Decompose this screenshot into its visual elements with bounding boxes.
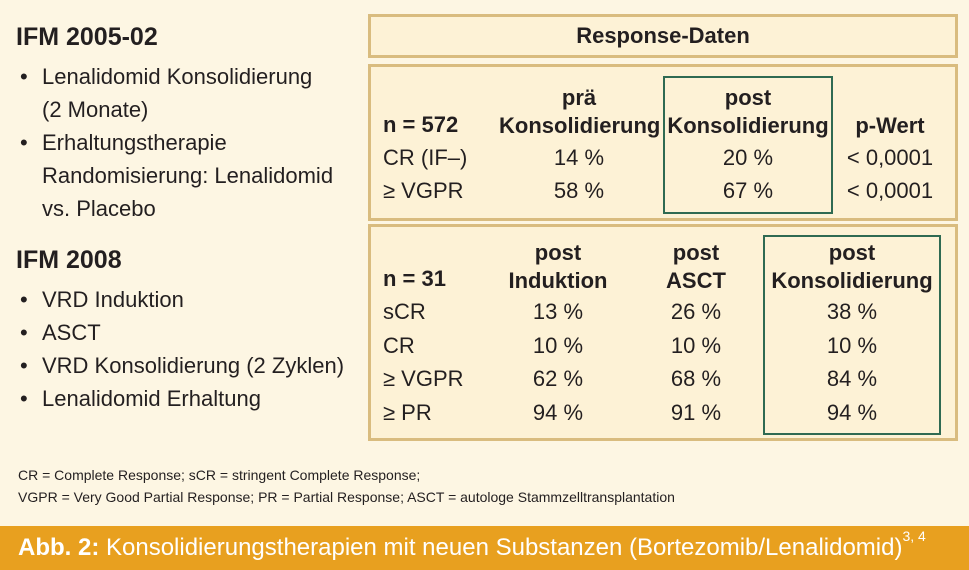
table-cell: 13 %	[532, 299, 584, 324]
response-table-ifm-2005-02	[368, 64, 958, 221]
table-cell: < 0,0001	[846, 145, 934, 170]
bullet-text: (2 Monate)	[42, 97, 149, 122]
bullet-item: • VRD Konsolidierung (2 Zyklen)	[16, 349, 366, 382]
table-title-text: Response-Daten	[576, 23, 750, 48]
study-list	[16, 22, 366, 415]
table-cell: 10 %	[670, 333, 722, 358]
column-header: p-Wert	[855, 113, 925, 138]
study-1-bullets	[16, 60, 366, 225]
table-cell: 68 %	[670, 366, 722, 391]
figure-references: 3, 4	[902, 528, 926, 544]
row-label: ≥ PR	[383, 400, 432, 425]
row-label: ≥ VGPR	[383, 178, 464, 203]
figure-caption-text: Konsolidierungstherapien mit neuen Substanzen (Bortezomib/Lenalidomid)	[99, 534, 903, 561]
table-cell: 20 %	[722, 145, 774, 170]
table-cell: 84 %	[826, 366, 878, 391]
table-cell: 10 %	[826, 333, 878, 358]
column-header: prä Konsolidierung	[499, 85, 661, 138]
table-cell: 91 %	[670, 400, 722, 425]
bullet-item: • VRD Induktion	[16, 283, 366, 316]
bullet-item: • Lenalidomid Erhaltung	[16, 382, 366, 415]
column-header: post Konsolidierung	[667, 85, 829, 138]
bullet-text: Randomisierung: Lenalidomid	[42, 163, 334, 188]
footnote: CR = Complete Response; sCR = stringent Complete Response;	[18, 467, 421, 483]
row-label: ≥ VGPR	[383, 366, 464, 391]
table-cell: < 0,0001	[846, 178, 934, 203]
figure-caption	[0, 526, 969, 570]
sample-size: n = 31	[383, 266, 446, 291]
footnote: VGPR = Very Good Partial Response; PR = Partial Response; ASCT = autologe Stammzelltransplantation	[18, 489, 675, 505]
bullet-item	[16, 60, 366, 126]
table-cell: 62 %	[532, 366, 584, 391]
column-header: post ASCT	[666, 240, 726, 293]
study-title-ifm-2005-02: IFM 2005-02	[16, 23, 158, 51]
row-label: sCR	[383, 299, 426, 324]
table-cell: 38 %	[826, 299, 878, 324]
figure-label: Abb. 2:	[18, 534, 100, 561]
row-label: CR	[383, 333, 415, 358]
table-title	[368, 14, 958, 58]
sample-size: n = 572	[383, 112, 459, 137]
bullet-item	[16, 126, 366, 225]
bullet-text: Lenalidomid Konsolidierung	[42, 64, 313, 89]
study-title-ifm-2008: IFM 2008	[16, 246, 122, 274]
table-cell: 58 %	[553, 178, 605, 203]
response-table-ifm-2008	[368, 224, 958, 441]
bullet-text: vs. Placebo	[42, 196, 156, 221]
column-header: post Konsolidierung	[771, 240, 933, 293]
table-cell: 67 %	[722, 178, 774, 203]
table-cell: 26 %	[670, 299, 722, 324]
table-cell: 10 %	[532, 333, 584, 358]
table-cell: 14 %	[553, 145, 605, 170]
row-label: CR (IF–)	[383, 145, 468, 170]
bullet-text: Erhaltungstherapie	[42, 130, 227, 155]
bullet-item: • ASCT	[16, 316, 366, 349]
table-cell: 94 %	[532, 400, 584, 425]
column-header: post Induktion	[508, 240, 608, 293]
table-cell: 94 %	[826, 400, 878, 425]
study-2-bullets	[16, 283, 366, 415]
